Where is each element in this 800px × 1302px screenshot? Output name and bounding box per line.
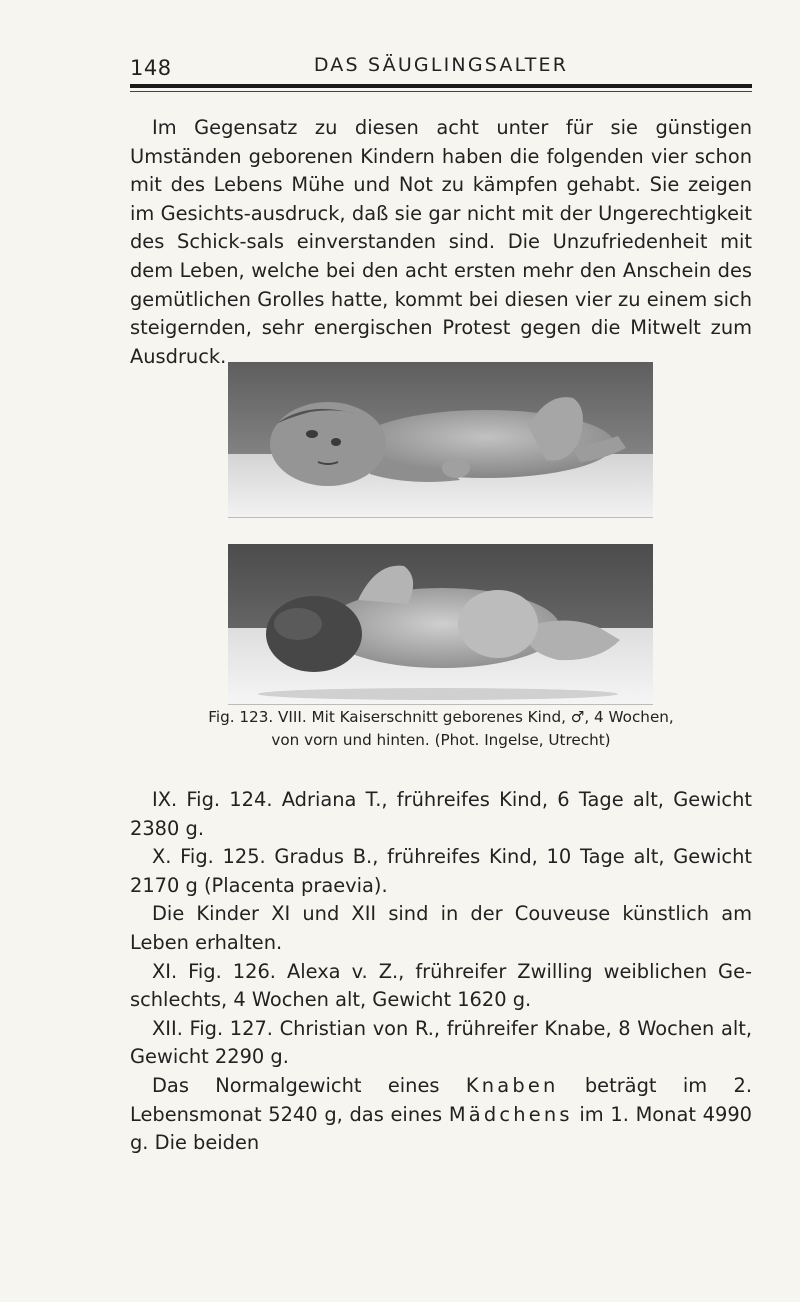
page-number: 148 [130, 56, 172, 80]
entry-ix: IX. Fig. 124. Adriana T., frühreifes Kind, 6 Tage alt, Gewicht 2380 g. [130, 788, 752, 840]
photo-infant-back-view [228, 544, 653, 705]
caption-line-2: von vorn und hinten. (Phot. Ingelse, Utrecht) [271, 731, 611, 749]
caption-line-1: Fig. 123. VIII. Mit Kaiserschnitt geborenes Kind, ♂, 4 Wochen, [208, 708, 674, 726]
running-title: DAS SÄUGLINGSALTER [313, 54, 569, 76]
closing-paragraph [130, 1072, 752, 1158]
entry-xi: XI. Fig. 126. Alexa v. Z., frühreifer Zwilling weiblichen Ge-schlechts, 4 Wochen alt, Gewicht 1620 g. [130, 959, 752, 1012]
header-rule-thin [130, 91, 752, 92]
closing-text-1: Das Normalgewicht eines [152, 1073, 466, 1097]
closing-emphasis-maedchens: Mädchens [448, 1102, 573, 1126]
case-list [130, 786, 752, 1158]
closing-text-3: im 1. Monat 4990 g. Die beiden [130, 1102, 752, 1155]
photo-infant-front-view [228, 362, 653, 518]
entry-couveuse-note: Die Kinder XI und XII sind in der Couveuse künstlich am Leben erhalten. [130, 902, 752, 954]
closing-text-2: beträgt im 2. Lebensmonat 5240 g, das eines [130, 1073, 752, 1126]
intro-paragraph: Im Gegensatz zu diesen acht unter für sie günstigen Umständen geborenen Kindern haben die folgenden vier schon mit des Lebens Mühe und Not zu kämpfen gehabt. Sie zeigen im Gesichts-ausdruck, daß sie gar nicht mit der Ungerechtigkeit des Schick-sals einverstanden sind. Die Unzufriedenheit mit dem Leben, welche bei den acht ersten mehr den Anschein des gemütlichen Grolles hatte, kommt bei diesen vier zu einem sich steigernden, sehr energischen Protest gegen die Mitwelt zum Ausdruck. [130, 116, 752, 368]
figure-caption [130, 706, 752, 752]
header-rule-thick [130, 84, 752, 88]
closing-emphasis-knaben: Knaben [465, 1073, 559, 1097]
entry-x: X. Fig. 125. Gradus B., frühreifes Kind, 10 Tage alt, Gewicht 2170 g (Placenta praevia). [130, 845, 752, 897]
entry-xii: XII. Fig. 127. Christian von R., frühreifer Knabe, 8 Wochen alt, Gewicht 2290 g. [130, 1016, 752, 1069]
